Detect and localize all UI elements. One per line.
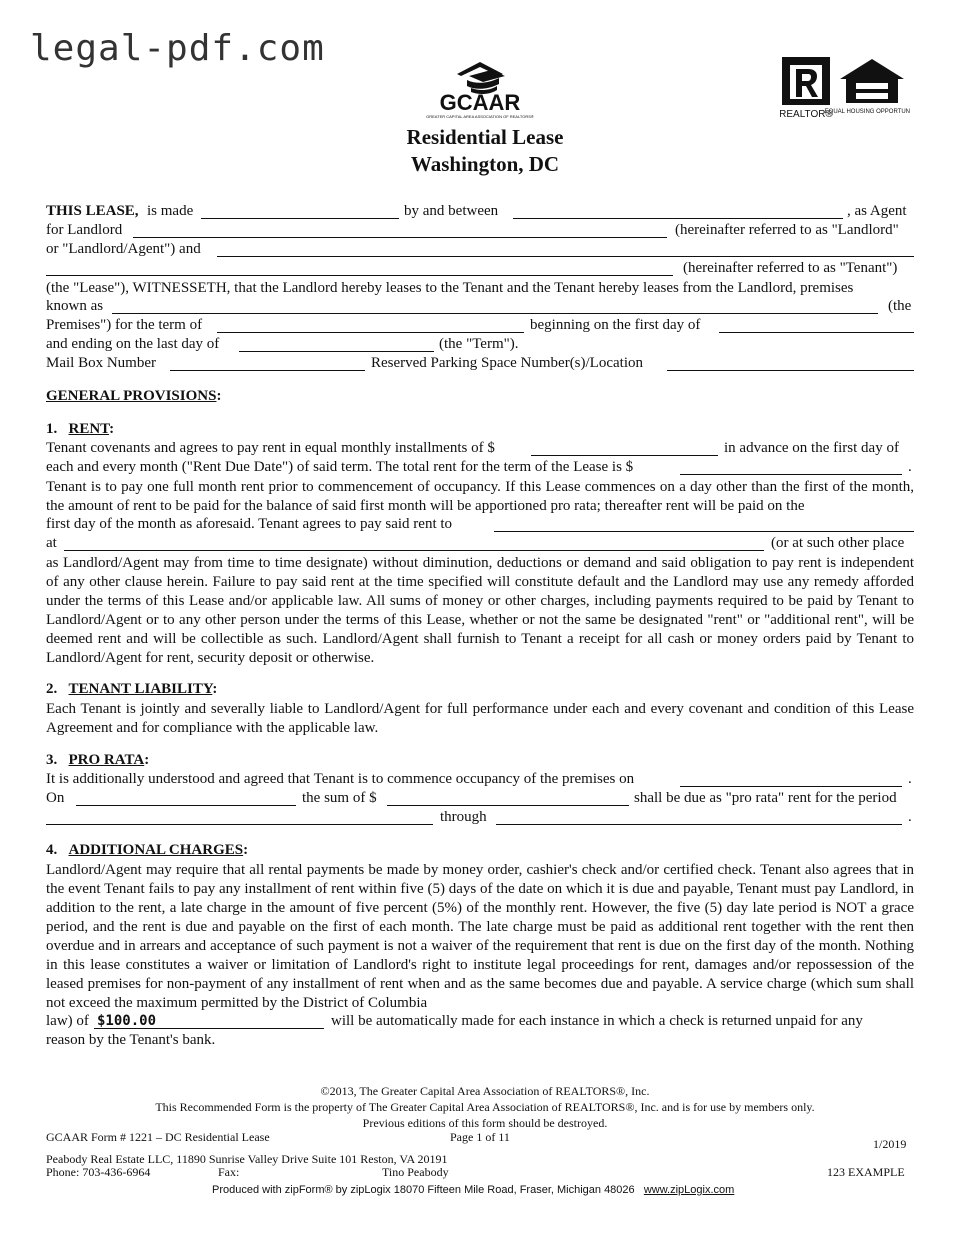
occupancy-date-field[interactable] (680, 771, 902, 787)
intro-line-8: and ending on the last day of (the "Term"). (46, 336, 519, 352)
intro-line-9: Mail Box Number Reserved Parking Space Number(s)/Location (46, 355, 914, 374)
intro-line-3: or "Landlord/Agent") and (46, 241, 914, 260)
footer-fax: Fax: (218, 1165, 240, 1179)
agent-name-field[interactable] (513, 203, 843, 219)
ziplogix-link[interactable]: www.zipLogix.com (643, 1184, 735, 1196)
landlord-name-field[interactable] (133, 222, 667, 238)
term-field[interactable] (217, 317, 524, 333)
start-month-field[interactable] (719, 317, 914, 333)
rent-paragraph-2: as Landlord/Agent may from time to time designate) without diminution, deductions or demand and said obligation to pay rent is independent of any other clause herein. Failure to pay said rent at the time specified will constitute default and the Landlord may use any remedy afforded under the terms of this Lease and/or applicable law. All sums of money or other charges, including payments required to be paid by Tenant to Landlord/Agent or to any other person under the terms of this Lease, whether or not the same be designated "rent" or "additional rent", will be deemed rent and will be collectible as such. Landlord/Agent shall furnish to Tenant a receipt for all cash or money orders paid by Tenant to Landlord/Agent for rent, security deposit or otherwise. (46, 555, 914, 666)
footer-previous: Previous editions of this form should be destroyed. (362, 1116, 608, 1130)
mailbox-number-field[interactable] (170, 355, 365, 371)
rent-line-2: each and every month ("Rent Due Date") of said term. The total rent for the term of the Lease is $ . (46, 459, 912, 475)
page-subtitle: Washington, DC (410, 152, 560, 176)
footer-agent: Tino Peabody (382, 1165, 449, 1179)
gcaar-logo (415, 58, 545, 120)
intro-line-7: Premises") for the term of beginning on the first day of (46, 317, 914, 336)
rent-line-6: at (or at such other place (46, 535, 905, 551)
intro-line-2: for Landlord (hereinafter referred to as "Landlord" (46, 222, 899, 238)
pro-rata-heading: 3. PRO RATA: (46, 752, 150, 768)
end-month-field[interactable] (239, 336, 434, 352)
footer-example: 123 EXAMPLE (827, 1165, 905, 1179)
pro-rata-amount-field[interactable] (387, 790, 629, 806)
pro-rata-period-end-field[interactable] (496, 809, 902, 825)
house-logo-icon (415, 58, 545, 120)
svg-text:REALTOR®: REALTOR® (780, 109, 833, 120)
footer-phone: Phone: 703-436-6964 (46, 1165, 151, 1179)
tenant-name-field[interactable] (217, 241, 914, 257)
lease-date-field[interactable] (201, 203, 399, 219)
monthly-rent-field[interactable] (531, 440, 718, 456)
footer-property: This Recommended Form is the property of The Greater Capital Area Association of REALTORS®, Inc. and is for use by members only. (155, 1100, 815, 1114)
tenant-liability-heading: 2. TENANT LIABILITY: (46, 681, 218, 697)
rent-payee-field[interactable] (494, 516, 914, 532)
equal-housing-icon (825, 59, 910, 115)
additional-charges-heading: 4. ADDITIONAL CHARGES: (46, 842, 249, 858)
intro-line-4: (hereinafter referred to as "Tenant") (46, 260, 914, 279)
svg-text:GCAAR: GCAAR (439, 90, 521, 115)
total-rent-field[interactable] (680, 459, 902, 475)
footer-form-date: 1/2019 (873, 1137, 907, 1151)
realtor-badges (780, 55, 910, 123)
footer-page-number: Page 1 of 11 (450, 1130, 510, 1144)
pro-rata-date-field[interactable] (76, 790, 296, 806)
returned-check-fee-value: $100.00 (97, 1013, 157, 1029)
additional-charges-line-fee: law) of $100.00 will be automatically made for each instance in which a check is returned unpaid for any (46, 1013, 863, 1029)
rent-line-1: Tenant covenants and agrees to pay rent in equal monthly installments of $ in advance on the first day of (46, 440, 899, 456)
page-title: Residential Lease (406, 125, 564, 149)
premises-address-field[interactable] (112, 298, 878, 314)
footer-copyright: ©2013, The Greater Capital Area Association of REALTORS®, Inc. (320, 1084, 650, 1098)
pro-rata-line-3: through . (46, 809, 914, 828)
additional-charges-last-line: reason by the Tenant's bank. (46, 1032, 216, 1048)
intro-line-1: THIS LEASE, is made by and between , as Agent (46, 203, 907, 219)
pro-rata-period-start-field[interactable] (46, 809, 433, 825)
footer-company: Peabody Real Estate LLC, 11890 Sunrise Valley Drive Suite 101 Reston, VA 20191 (46, 1152, 448, 1166)
intro-line-6: known as (the (46, 298, 912, 314)
footer-produced: Produced with zipForm® by zipLogix 18070 Fifteen Mile Road, Fraser, Michigan 48026 www.zipLogix.com (212, 1184, 735, 1196)
additional-charges-text: Landlord/Agent may require that all rental payments be made by money order, cashier's check and/or certified check. Tenant also agrees that in the event Tenant fails to pay any installment of rent within five (5) days of the date on which it is due and payable, Tenant must pay Landlord, in addition to the rent, a late charge in the amount of five percent (5%) of the monthly rent. However, the five (5) day late period is NOT a grace period, and the rent is due and payable on the first of each month. The late charge must be paid as additional rent together with the rent then overdue and in arrears and acceptance of such payment is not a waiver of the requirement that rent is due on the first day of the month. Nothing in this lease constitutes a waiver or limitation of Landlord's right to institute legal proceedings for rent, damages and/or repossession of the leased premises for non-payment of any installment of rent when and as the same becomes due and payable. A service charge (which sum shall not exceed the maximum permitted by the District of Columbia (46, 862, 914, 1011)
general-provisions-heading: GENERAL PROVISIONS: (46, 388, 222, 404)
svg-text:GREATER CAPITAL AREA ASSOCIATI: GREATER CAPITAL AREA ASSOCIATION OF REALTORS® (426, 114, 534, 119)
rent-heading: 1. RENT: (46, 421, 115, 437)
rent-paragraph-1: Tenant is to pay one full month rent prior to commencement of occupancy. If this Lease commences on a day other than the first of the month, the amount of rent to be paid for the balance of said first month will be apportioned pro rata; thereafter rent will be paid on the (46, 479, 914, 514)
tenant-name-field-2[interactable] (46, 260, 673, 276)
svg-text:EQUAL HOUSING OPPORTUNITY: EQUAL HOUSING OPPORTUNITY (824, 109, 910, 115)
rent-payment-place-field[interactable] (64, 535, 764, 551)
intro-line-5: (the "Lease"), WITNESSETH, that the Landlord hereby leases to the Tenant and the Tenant hereby leases from the Landlord, premises (46, 280, 854, 296)
rent-line-5: first day of the month as aforesaid. Tenant agrees to pay said rent to (46, 516, 914, 535)
parking-space-field[interactable] (667, 355, 914, 371)
footer-form-number: GCAAR Form # 1221 – DC Residential Lease (46, 1130, 270, 1144)
tenant-liability-text: Each Tenant is jointly and severally liable to Landlord/Agent for full performance under each and every covenant and condition of this Lease Agreement and for compliance with the applicable law. (46, 701, 914, 736)
watermark: legal-pdf.com (30, 28, 325, 69)
pro-rata-line-2: On the sum of $ shall be due as "pro rata" rent for the period (46, 790, 897, 806)
pro-rata-line-1: It is additionally understood and agreed that Tenant is to commence occupancy of the premises on . (46, 771, 912, 787)
